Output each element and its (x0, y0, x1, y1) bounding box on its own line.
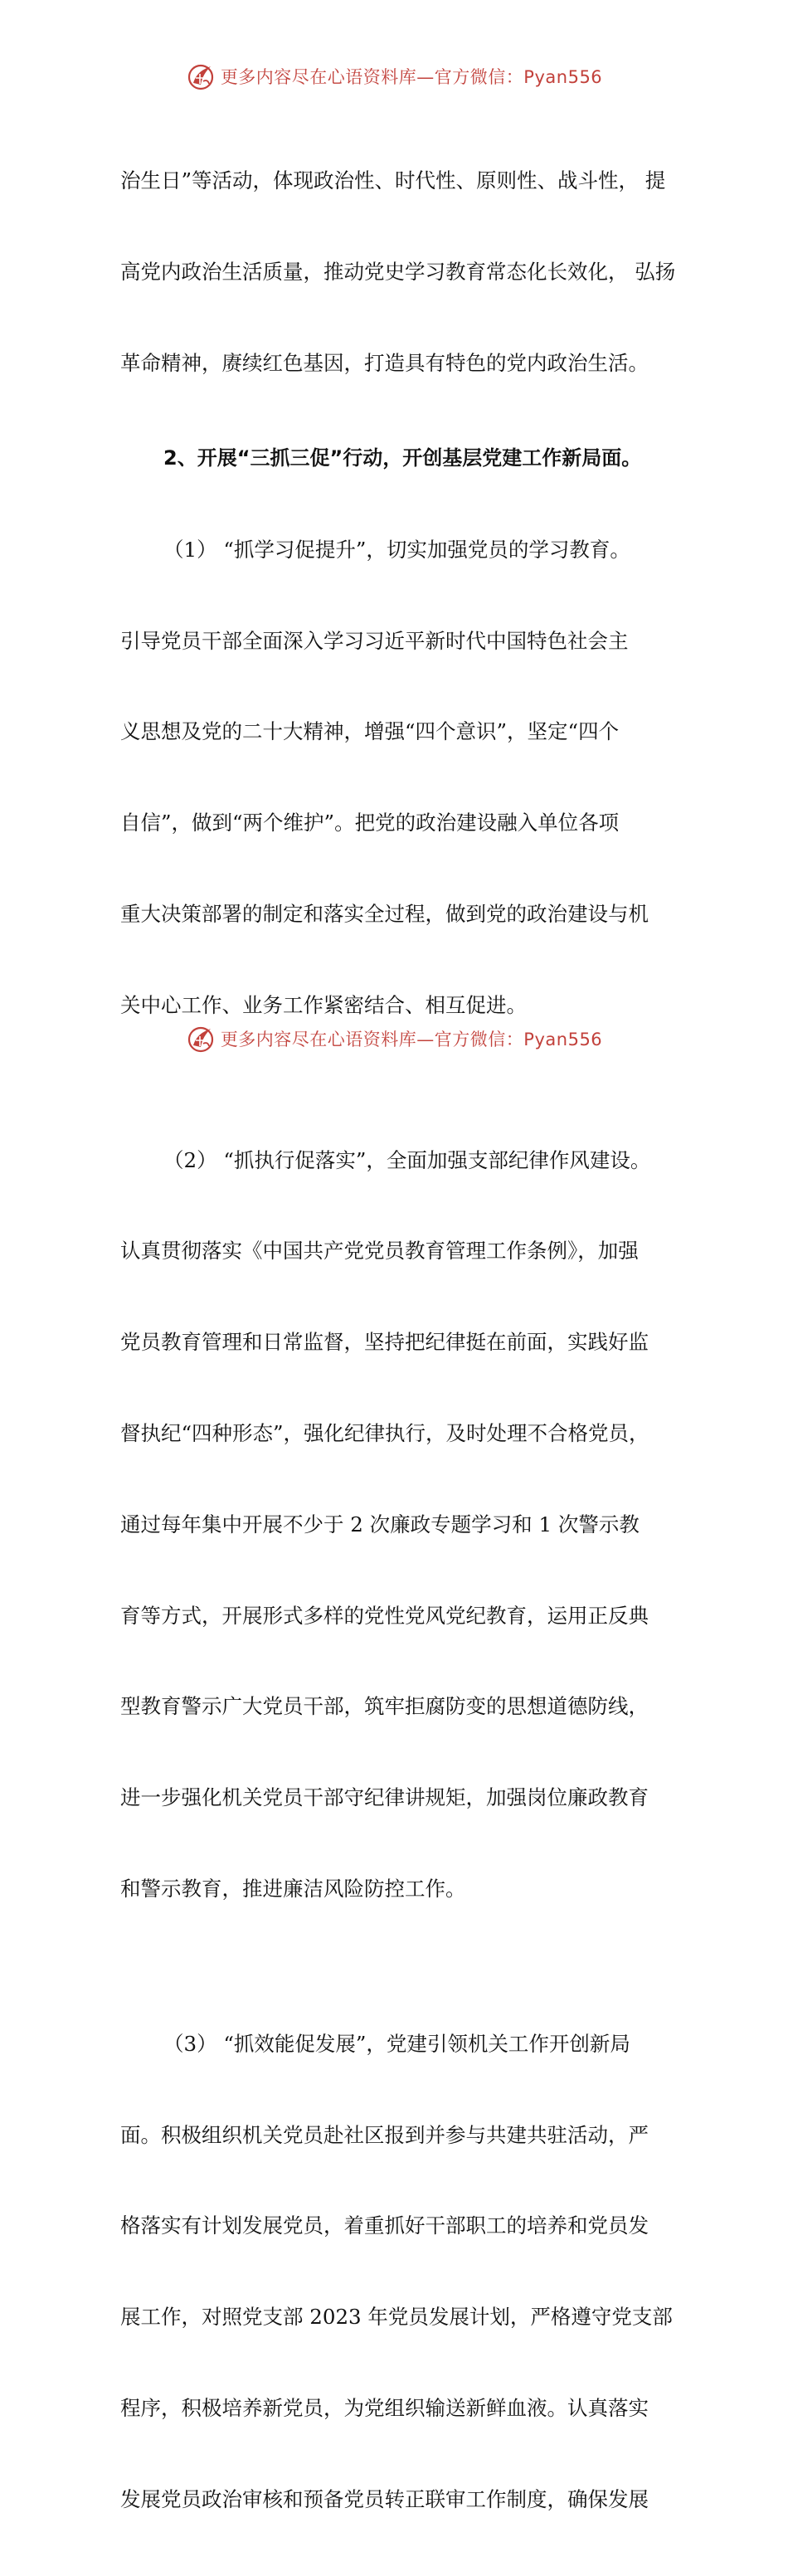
text-line: 发展党员政治审核和预备党员转正联审工作制度，确保发展 (120, 2486, 649, 2511)
text-line: 育等方式，开展形式多样的党性党风党纪教育，运用正反典 (120, 1603, 649, 1628)
document-body (120, 105, 674, 2576)
text-line: 展工作，对照党支部 2023 年党员发展计划，严格遵守党支部 (120, 2305, 673, 2330)
text-line: 自信”，做到“两个维护”。把党的政治建设融入单位各项 (120, 811, 620, 835)
text-line: 义思想及党的二十大精神，增强“四个意识”，坚定“四个 (120, 719, 620, 744)
text-line: 进一步强化机关党员干部守纪律讲规矩，加强岗位廉政教育 (120, 1785, 649, 1810)
text-line: 和警示教育，推进廉洁风险防控工作。 (120, 1876, 466, 1901)
text-line: 程序，积极培养新党员，为党组织输送新鲜血液。认真落实 (120, 2395, 649, 2420)
footer-watermark-text: 更多内容尽在心语资料库—官方微信：Pyan556 (220, 1030, 603, 1049)
text-line: 认真贯彻落实《中国共产党党员教育管理工作条例》，加强 (120, 1239, 639, 1264)
text-line: 党员教育管理和日常监督，坚持把纪律挺在前面，实践好监 (120, 1330, 649, 1355)
text-line: 格落实有计划发展党员，着重抓好干部职工的培养和党员发 (120, 2213, 649, 2238)
text-line: 通过每年集中开展不少于 2 次廉政专题学习和 1 次警示教 (120, 1512, 640, 1536)
text-line: 督执纪“四种形态”，强化纪律执行，及时处理不合格党员， (120, 1420, 649, 1445)
header-watermark-text: 更多内容尽在心语资料库—官方微信：Pyan556 (220, 67, 603, 87)
text-line: 引导党员干部全面深入学习习近平新时代中国特色社会主 (120, 628, 629, 653)
text-line: （1） “抓学习促提升”，切实加强党员的学习教育。 (163, 537, 630, 562)
section-heading: 2、开展“三抓三促”行动，开创基层党建工作新局面。 (163, 446, 642, 470)
text-line: 型教育警示广大党员干部，筑牢拒腐防变的思想道德防线， (120, 1694, 649, 1719)
text-line: 革命精神，赓续红色基因，打造具有特色的党内政治生活。 (120, 350, 649, 375)
paragraph-intro-continuation (120, 105, 674, 440)
paragraph-item-2 (120, 1084, 674, 1965)
text-line: 治生日”等活动，体现政治性、时代性、原则性、战斗性， 提 (120, 168, 666, 193)
header-watermark-banner (0, 58, 788, 95)
flame-lettermark-logo-icon (186, 1024, 216, 1054)
text-line: （3） “抓效能促发展”，党建引领机关工作开创新局 (163, 2031, 630, 2056)
footer-watermark-banner (0, 1020, 788, 1057)
text-line: 高党内政治生活质量，推动党史学习教育常态化长效化， 弘扬 (120, 259, 676, 284)
text-line: 重大决策部署的制定和落实全过程，做到党的政治建设与机 (120, 901, 649, 926)
text-line: 面。积极组织机关党员赴社区报到并参与共建共驻活动，严 (120, 2122, 649, 2147)
text-line: （2） “抓执行促落实”，全面加强支部纪律作风建设。 (163, 1147, 651, 1172)
flame-lettermark-logo-icon (186, 61, 216, 91)
paragraph-item-1 (120, 475, 674, 1082)
text-line: 关中心工作、业务工作紧密结合、相互促进。 (120, 992, 527, 1017)
paragraph-item-3 (120, 1969, 674, 2576)
